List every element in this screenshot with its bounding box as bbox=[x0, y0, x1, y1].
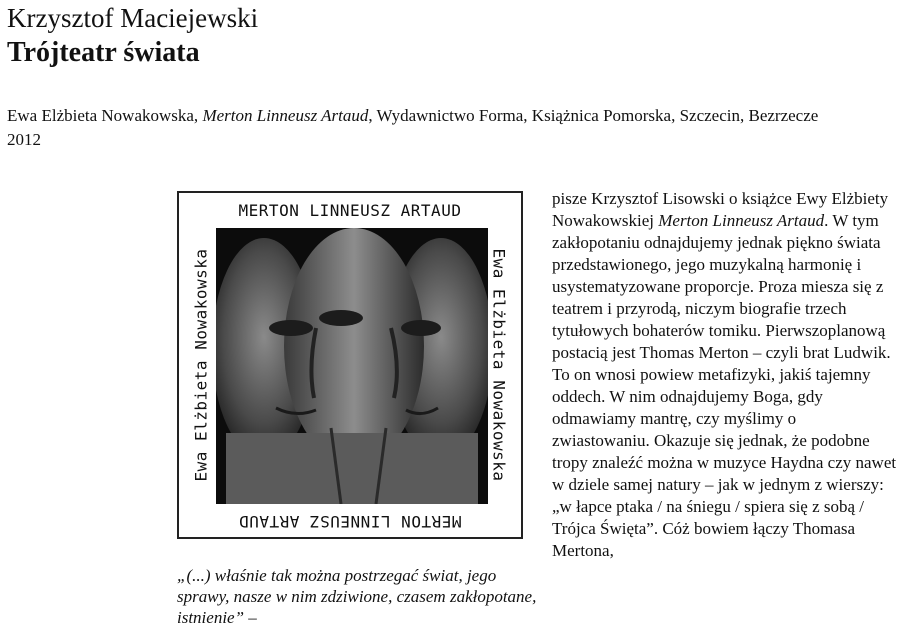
article-author: Krzysztof Maciejewski bbox=[7, 3, 259, 33]
article-body-column bbox=[552, 188, 897, 562]
cover-sculpture-image bbox=[216, 228, 488, 504]
cover-author-right: Ewa Elżbieta Nowakowska bbox=[489, 248, 509, 482]
bibliographic-note bbox=[7, 104, 837, 152]
body-text-main: . W tym zakłopotaniu odnajdujemy jednak piękno świata przedstawionego, jego muzykalną harmonię i usystematyzowane proporcje. Proza miesza się z teatrem i przyrodą, niczym biografie trzech tytułowych bohaterów tomiku. Pierwszoplanową postacią jest Thomas Merton – czyli brat Ludwik. To on wnosi powiew metafizyki, jakiś tajemny oddech. W nim odnajdujemy Boga, gdy odmawiamy mantrę, czy myślimy o zwiastowaniu. Okazuje się jednak, że podobne tropy znaleźć można w muzyce Haydna czy nawet w dziele samej natury – jak w jednym z wierszy: „w łapce ptaka / na śniegu / spiera się z sobą / Trójca Święta”. Cóż bowiem łączy Thomasa Mertona, bbox=[552, 211, 897, 560]
book-cover bbox=[177, 191, 523, 539]
article-title: Trójteatr świata bbox=[7, 37, 200, 68]
cover-title-bottom: MERTON LINNEUSZ ARTAUD bbox=[238, 512, 462, 531]
cover-title-top: MERTON LINNEUSZ ARTAUD bbox=[238, 201, 462, 220]
pull-quote: „(...) właśnie tak można postrzegać świat, jego sprawy, nasze w nim zdziwione, czasem zakłopotane, istnienie” – bbox=[177, 566, 537, 627]
body-paragraph bbox=[552, 188, 897, 562]
body-book-title: Merton Linneusz Artaud bbox=[658, 211, 825, 230]
bib-book-title: Merton Linneusz Artaud bbox=[202, 106, 369, 125]
bib-publisher: , Wydawnictwo Forma, Książnica Pomorska, Szczecin, Bezrzecze 2012 bbox=[7, 106, 819, 149]
bib-authors: Ewa Elżbieta Nowakowska, bbox=[7, 106, 203, 125]
cover-author-left: Ewa Elżbieta Nowakowska bbox=[191, 248, 211, 482]
body-text-intro: pisze Krzysztof Lisowski o książce Ewy Elżbiety Nowakowskiej bbox=[552, 189, 889, 230]
